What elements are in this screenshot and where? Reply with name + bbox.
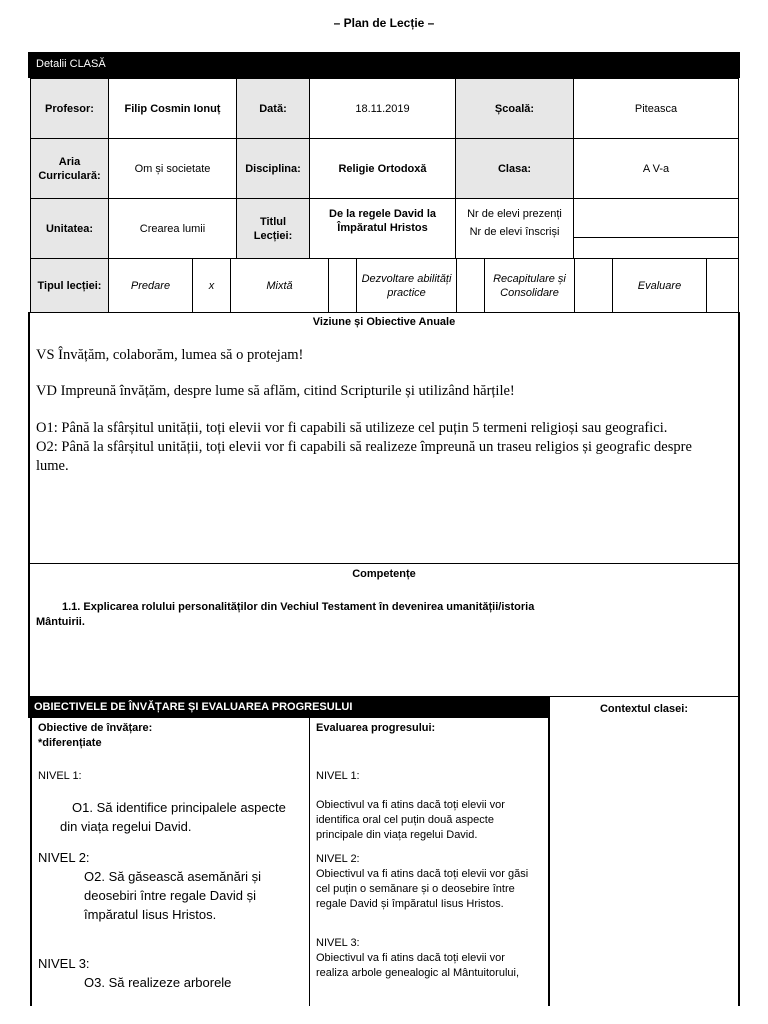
obj-o1: O1. Să identifice principalele aspecte din viața regelui David. [60,800,286,834]
tip-lectiei-label: Tipul lecției: [31,259,109,313]
scoala-label: Școală: [456,79,574,139]
eval-n3-label: NIVEL 3: [316,937,360,949]
obj-o2: O2. Să găsească asemănări și deosebiri între regale David și împăratul Iisus Hristos. [84,869,262,922]
lesson-type-table [30,258,739,313]
competente-item-line2: Mântuirii. [36,616,85,628]
aria-label: Aria Curriculară: [31,139,109,199]
tip-mixta: Mixtă [231,259,329,313]
eval-n1: Obiectivul va fi atins dacă toți elevii vor identifica oral cel puțin două aspecte principale din viața regelui David. [316,799,505,841]
profesor-value: Filip Cosmin Ionuț [109,79,237,139]
vision-section [28,312,740,564]
obj-left-header-1: Obiective de învățare: [38,722,153,734]
objectives-band: OBIECTIVELE DE ÎNVĂȚARE ȘI EVALUAREA PROGRESULUI [28,696,549,718]
tip-predare-mark: x [193,259,231,313]
tip-predare: Predare [109,259,193,313]
obj-nivel3-label: NIVEL 3: [38,956,90,971]
vision-o1: O1: Până la sfârșitul unității, toți elevii vor fi capabili să utilizeze cel puțin 5 termeni religioși sau geografici. [36,420,668,436]
disciplina-label: Disciplina: [237,139,310,199]
tip-recapitulare: Recapitulare și Consolidare [485,259,575,313]
obj-nivel1-label: NIVEL 1: [38,770,82,782]
obj-left-header-2: *diferențiate [38,737,102,749]
elevi-values [574,199,739,259]
vision-o2: O2: Până la sfârșitul unității, toți elevii vor fi capabili să realizeze împreună un traseu religios și geografic despre lume. [36,439,692,474]
titlul-label: Titlul Lecției: [237,199,310,259]
tip-dezvoltare: Dezvoltare abilități practice [357,259,457,313]
evaluation-column [310,718,549,1006]
vision-vs: VS Învățăm, colaborăm, lumea să o protejam! [36,347,304,363]
tip-recapitulare-mark [575,259,613,313]
tip-dezvoltare-mark [457,259,485,313]
class-details-table [30,78,739,259]
vision-title: Viziune și Obiective Anuale [312,316,456,328]
elevi-inscrisi-label: Nr de elevi înscriși [469,226,560,238]
eval-n2-label: NIVEL 2: [316,853,360,865]
context-column [549,696,740,1006]
eval-n2: Obiectivul va fi atins dacă toți elevii vor găsi cel puțin o semănare și o deosebire între regale David și împăratul Iisus Hristos. [316,868,529,910]
objectives-left-column [30,718,310,1006]
obj-nivel2-label: NIVEL 2: [38,850,90,865]
class-details-band: Detalii CLASĂ [28,52,740,78]
context-title: Contextul clasei: [599,703,689,715]
tip-mixta-mark [329,259,357,313]
eval-n1-label: NIVEL 1: [316,770,360,782]
elevi-prezenti-value [574,199,738,238]
competente-section [28,564,740,696]
eval-header: Evaluarea progresului: [316,722,436,734]
scoala-value: Piteasca [574,79,739,139]
unitatea-value: Crearea lumii [109,199,237,259]
clasa-value: A V-a [574,139,739,199]
vision-vd: VD Impreună învățăm, despre lume să aflăm, citind Scripturile și utilizând hărțile! [36,383,515,399]
tip-evaluare-mark [707,259,739,313]
unitatea-label: Unitatea: [31,199,109,259]
profesor-label: Profesor: [31,79,109,139]
competente-title: Competențe [352,568,416,580]
elevi-labels [456,199,574,259]
data-label: Dată: [237,79,310,139]
aria-value: Om și societate [109,139,237,199]
competente-item-line1: 1.1. Explicarea rolului personalităților din Vechiul Testament în devenirea umanității/istoria [62,601,535,613]
elevi-prezenti-label: Nr de elevi prezenți [467,208,562,220]
page-title: – Plan de Lecție – [333,16,435,30]
titlul-value: De la regele David la Împăratul Hristos [310,199,456,259]
tip-evaluare: Evaluare [613,259,707,313]
obj-o3: O3. Să realizeze arborele [84,975,232,990]
data-value: 18.11.2019 [310,79,456,139]
disciplina-value: Religie Ortodoxă [310,139,456,199]
eval-n3: Obiectivul va fi atins dacă toți elevii vor realiza arbole genealogic al Mântuitorului, [316,952,520,979]
clasa-label: Clasa: [456,139,574,199]
